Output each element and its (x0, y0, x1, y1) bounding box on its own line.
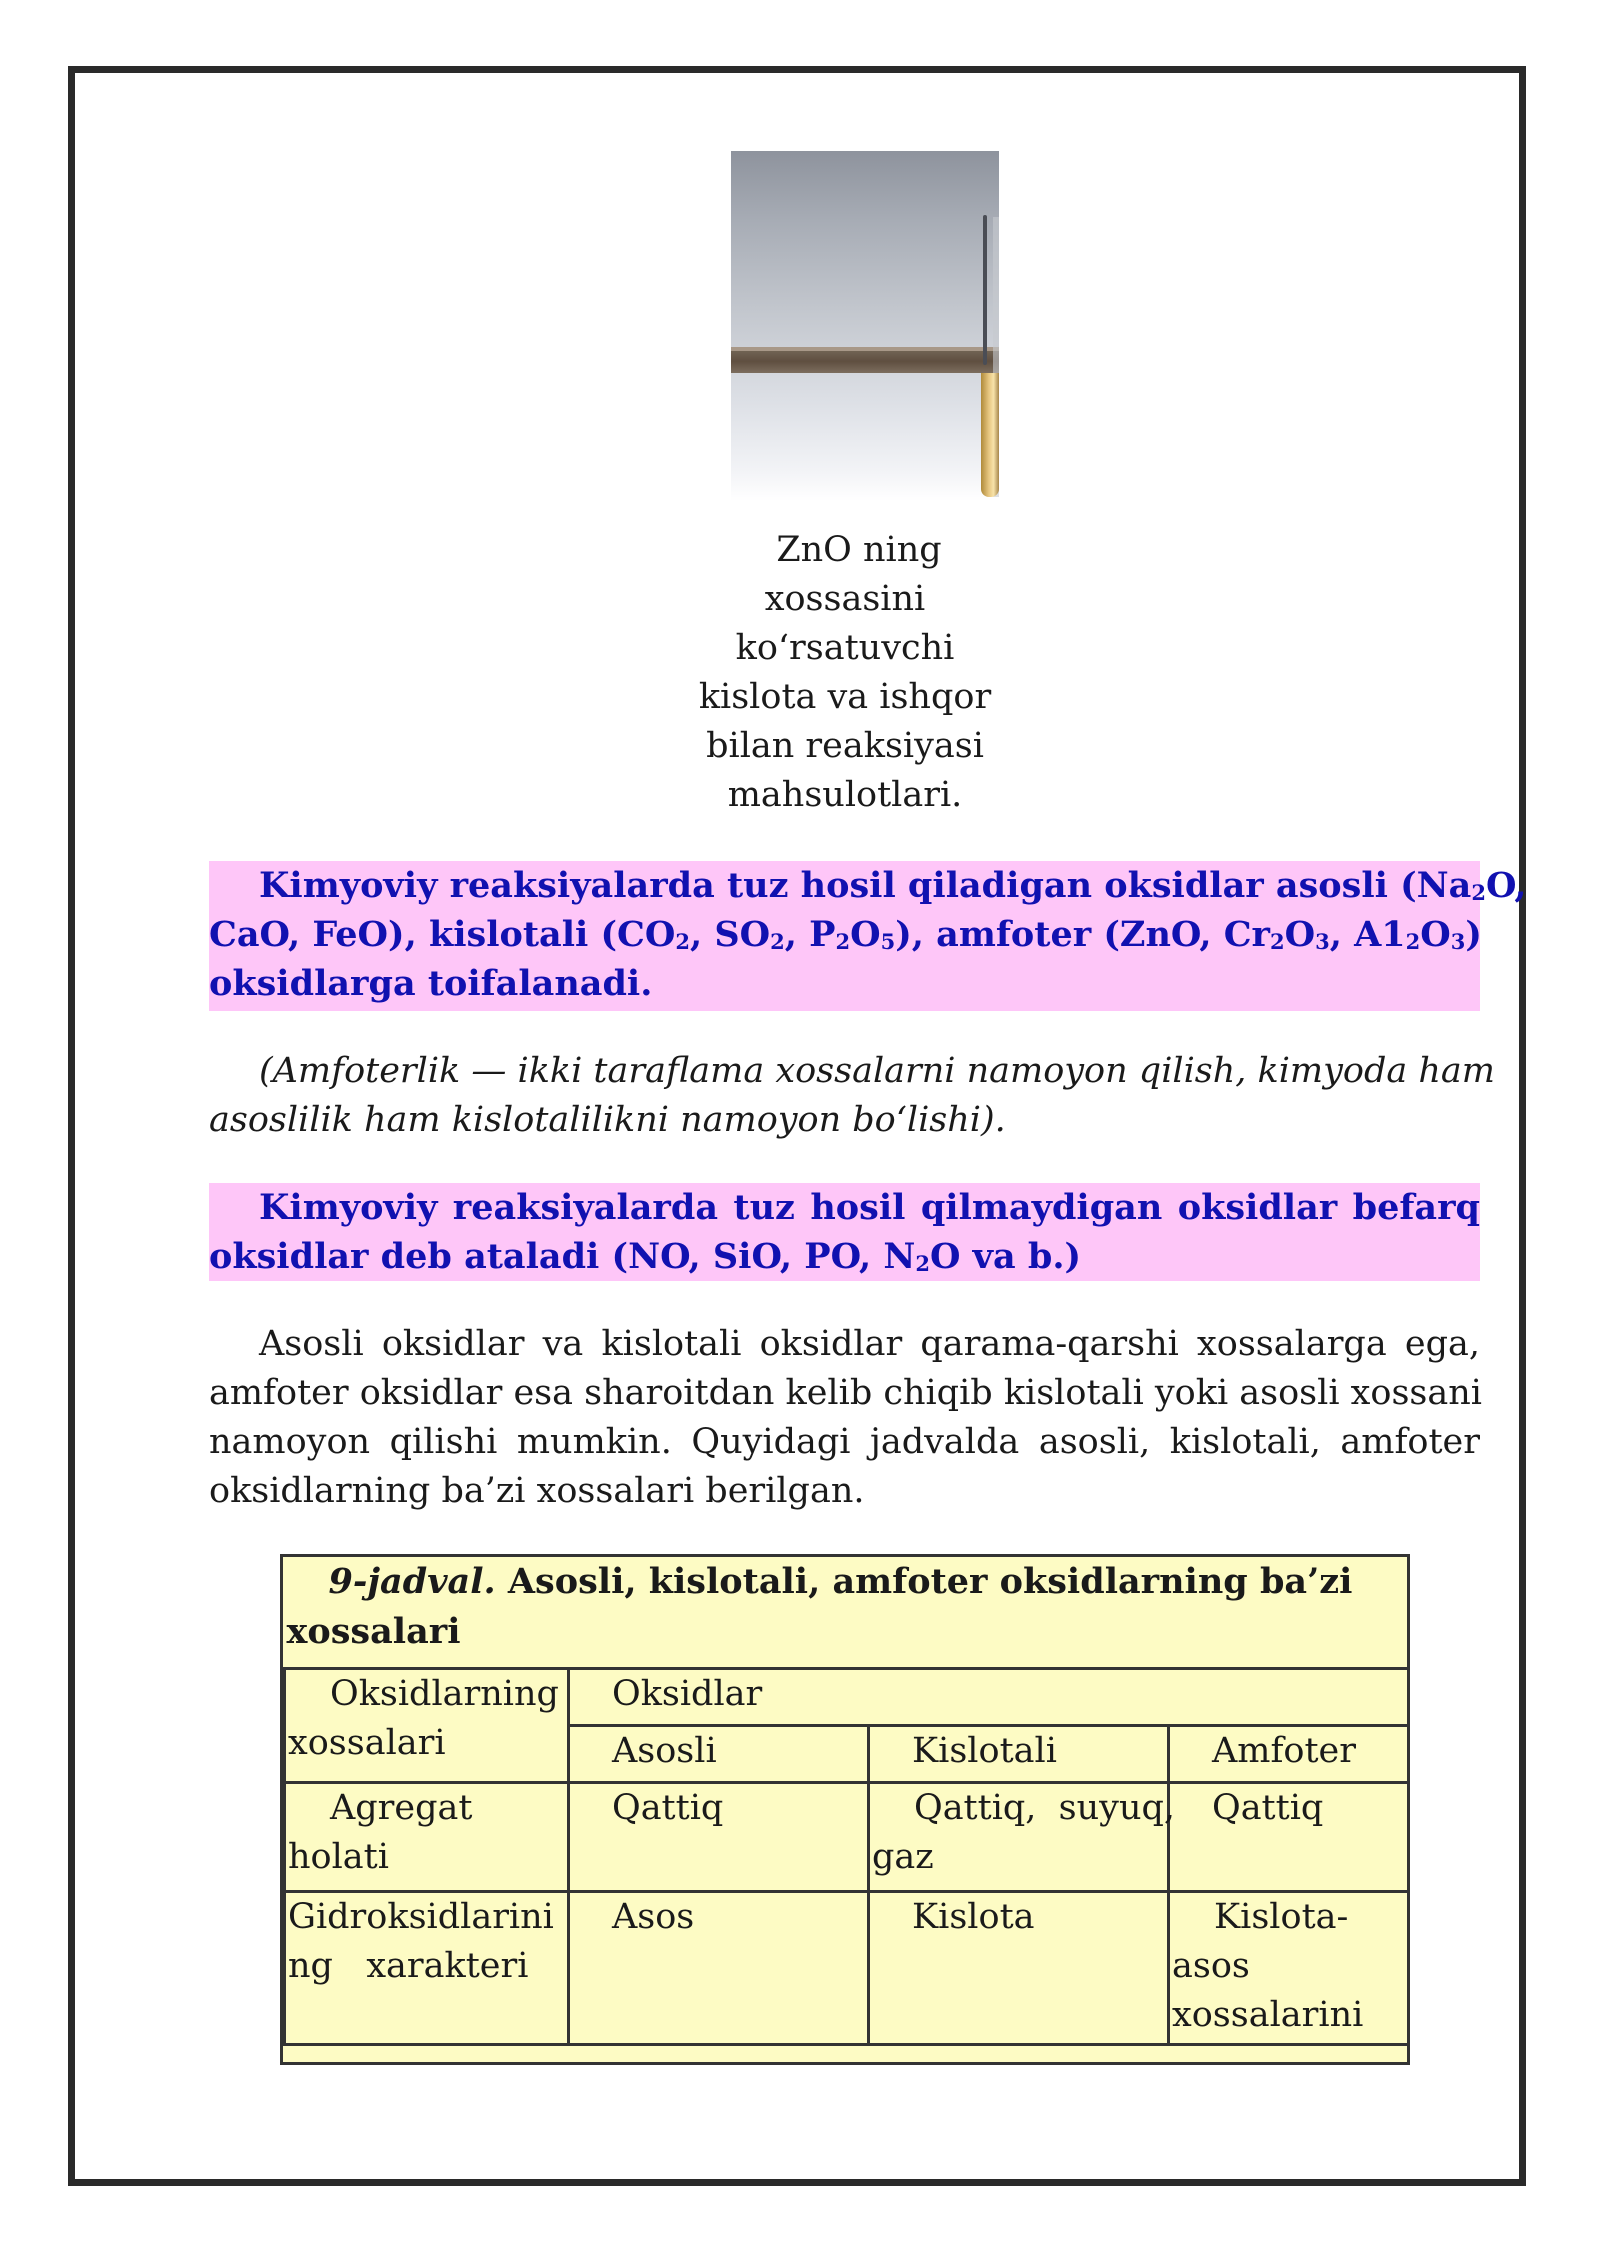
header-cell-oxides: Oksidlar (569, 1669, 1409, 1726)
table-cell: Asos (569, 1892, 869, 2045)
text-span: O (1284, 914, 1316, 955)
header-text: xossalari (288, 1723, 446, 1763)
table-row (285, 1892, 1409, 2045)
definition-line (209, 861, 1527, 910)
definition-line: oksidlarga toifalanadi. (209, 963, 653, 1004)
text-span: Kimyoviy reaksiyalarda tuz hosil qiladigan oksidlar asosli (Na (259, 865, 1472, 906)
paragraph-line: oksidlarning ba’zi xossalari berilgan. (209, 1471, 865, 1511)
table-cell (1169, 1892, 1409, 2045)
test-tube-holder (983, 215, 987, 365)
definition-oxide-classes (209, 861, 1527, 1011)
subscript: 3 (1315, 929, 1330, 955)
text-span: ) (1465, 914, 1482, 955)
table-cell (869, 1783, 1176, 1892)
table-cell: Kislota (869, 1892, 1169, 2045)
header-cell-basic: Asosli (569, 1726, 869, 1783)
table-title-line (287, 1557, 1407, 1607)
subscript: 5 (880, 929, 896, 955)
definition-line: Kimyoviy reaksiyalarda tuz hosil qilmaydigan oksidlar befarq (259, 1187, 1480, 1228)
caption-line: kislota va ishqor (698, 677, 992, 717)
paragraph-line: namoyon qilishi mumkin. Quyidagi jadvalda asosli, kislotali, amfoter (209, 1422, 1480, 1462)
note-line: asoslilik ham kislotalilikni namoyon bo‘lishi). (209, 1100, 1006, 1140)
text-span: oksidlar deb ataladi (NO, SiO, PO, N (209, 1236, 916, 1277)
cell-text: xossalarini (1172, 1995, 1364, 2035)
table-row (285, 1783, 1409, 1892)
header-cell-properties (285, 1669, 569, 1783)
test-tube (981, 373, 999, 497)
caption-line: bilan reaksiyasi (706, 726, 984, 766)
stand-rod-highlight (731, 347, 999, 351)
text-span: O (1420, 914, 1451, 955)
row-label-cell (285, 1783, 569, 1892)
figure-caption (680, 526, 1010, 820)
header-cell-amphoteric: Amfoter (1169, 1726, 1409, 1783)
subscript: 3 (1450, 929, 1466, 955)
text-span: O va b.) (930, 1236, 1082, 1277)
caption-line: mahsulotlari. (727, 775, 963, 815)
table-cell: Qattiq (569, 1783, 869, 1892)
text-span: O, (1485, 865, 1527, 906)
cell-text: holati (288, 1837, 389, 1877)
oxide-properties-table (280, 1554, 1410, 2065)
header-text: Oksidlarning (330, 1674, 559, 1714)
caption-line: xossasini (764, 579, 926, 619)
paragraph-line: Asosli oksidlar va kislotali oksidlar qarama-qarshi xossalarga ega, (259, 1324, 1480, 1364)
cell-text: Qattiq, suyuq, (914, 1788, 1176, 1828)
subscript: 2 (1471, 880, 1486, 906)
text-span: CaO, FeO), kislotali (CO (209, 914, 676, 955)
subscript: 2 (835, 929, 851, 955)
table-number: 9-jadval. (328, 1561, 496, 1602)
row-label-cell (285, 1892, 569, 2045)
subscript: 2 (675, 929, 691, 955)
properties-table (283, 1557, 1410, 2046)
paragraph-line: amfoter oksidlar esa sharoitdan kelib chiqib kislotali yoki asosli xossani (209, 1373, 1482, 1413)
text-span: , A1 (1329, 914, 1406, 955)
caption-line: ZnO ning (776, 530, 942, 570)
zno-reaction-photo (731, 151, 999, 501)
subscript: 2 (1270, 929, 1285, 955)
table-header-row (285, 1669, 1409, 1726)
table-title-row (285, 1557, 1409, 1669)
subscript: 2 (770, 929, 785, 955)
subscript: 2 (1405, 929, 1421, 955)
definition-line (209, 910, 1480, 959)
table-title-text: Asosli, kislotali, amfoter oksidlarning ba’zi (495, 1561, 1353, 1602)
table-title (285, 1557, 1409, 1669)
cell-text: Agregat (330, 1788, 473, 1828)
cell-text: ng xarakteri (288, 1946, 529, 1986)
header-cell-acidic: Kislotali (869, 1726, 1169, 1783)
cell-text: asos (1172, 1946, 1250, 1986)
table-cell: Qattiq (1169, 1783, 1409, 1892)
cell-text: gaz (872, 1837, 934, 1877)
text-span: ), amfoter (ZnO, Cr (895, 914, 1270, 955)
subscript: 2 (915, 1251, 930, 1277)
definition-line (209, 1232, 1480, 1281)
note-line: (Amfoterlik — ikki taraflama xossalarni namoyon qilish, kimyoda ham (259, 1051, 1495, 1091)
amphoteric-note (209, 1047, 1495, 1145)
cell-text: Kislota- (1214, 1897, 1349, 1937)
table-title-line (287, 1607, 1407, 1657)
table-title-text: xossalari (286, 1611, 461, 1652)
text-span: O (850, 914, 881, 955)
definition-neutral-oxides (209, 1183, 1480, 1281)
cell-text: Gidroksidlarini (288, 1897, 554, 1937)
caption-line: ko‘rsatuvchi (735, 628, 955, 668)
text-span: , P (784, 914, 836, 955)
text-span: , SO (690, 914, 771, 955)
body-paragraph (209, 1320, 1480, 1516)
